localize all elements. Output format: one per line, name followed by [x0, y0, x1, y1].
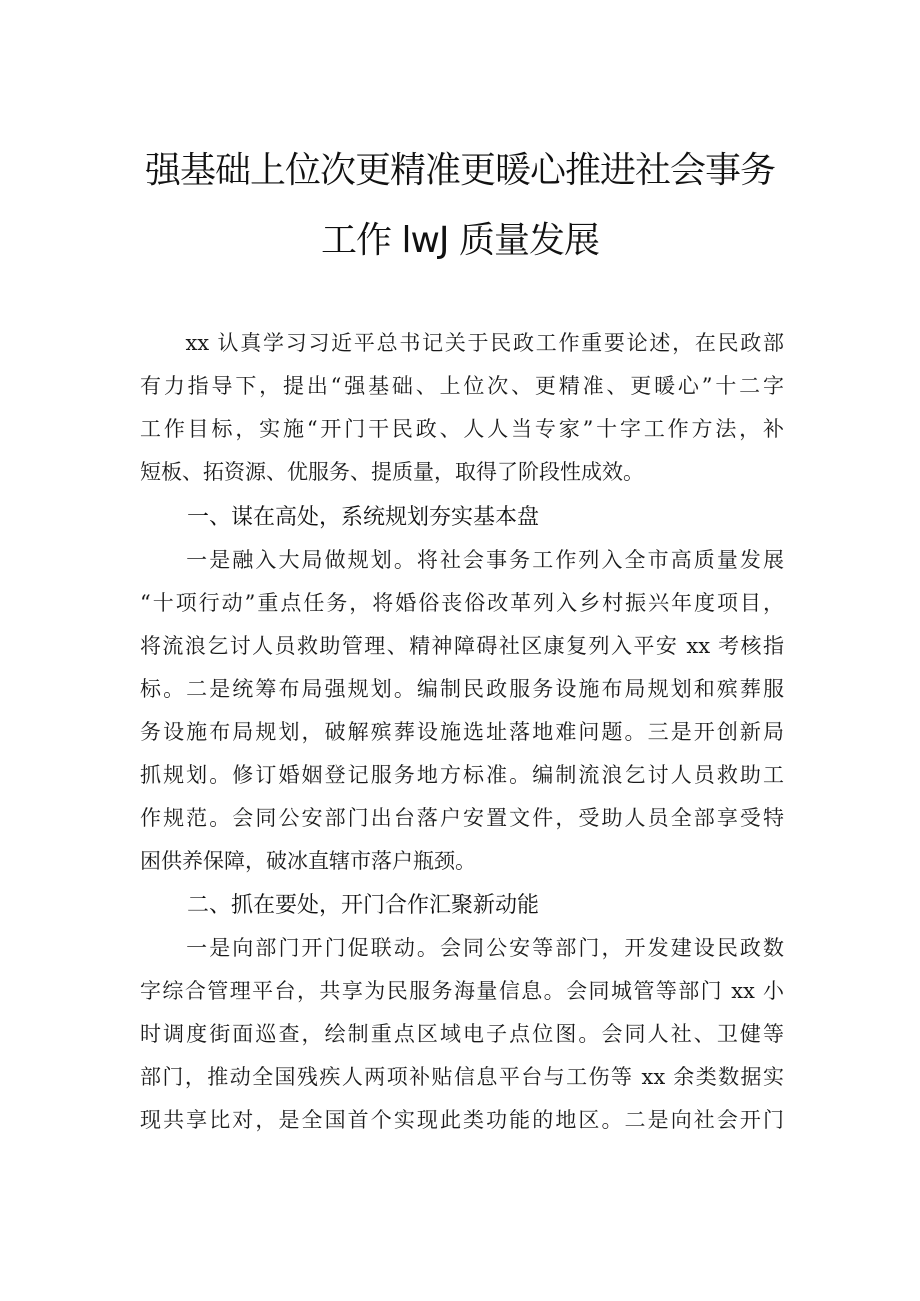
section-2-paragraph: [140, 927, 784, 1142]
section-1-paragraph: [140, 539, 784, 883]
text-line: 作规范。会同公安部门出台落户安置文件，受助人员全部享受特: [140, 806, 784, 830]
text-line: 标。二是统筹布局强规划。编制民政服务设施布局规划和殡葬服: [140, 677, 784, 701]
intro-paragraph: [140, 322, 784, 494]
text-line: 时调度街面巡查，绘制重点区域电子点位图。会同人社、卫健等: [140, 1022, 784, 1046]
text-line: 一是融入大局做规划。将社会事务工作列入全市高质量发展: [140, 548, 784, 572]
section-heading-2: 二、抓在要处，开门合作汇聚新动能: [187, 893, 540, 918]
document-title-line-2: 工作 lwJ 质量发展: [321, 220, 599, 261]
text-line: “十项行动”重点任务，将婚俗丧俗改革列入乡村振兴年度项目，: [140, 591, 784, 615]
text-line: 一是向部门开门促联动。会同公安等部门，开发建设民政数: [140, 936, 784, 960]
text-line: 将流浪乞讨人员救助管理、精神障碍社区康复列入平安 xx 考核指: [140, 634, 784, 658]
text-line: 困供养保障，破冰直辖市落户瓶颈。: [140, 849, 476, 873]
text-line: xx 认真学习习近平总书记关于民政工作重要论述，在民政部: [140, 331, 784, 355]
document-title-line-1: 强基础上位次更精准更暖心推进社会事务: [144, 150, 775, 191]
text-line: 部门，推动全国残疾人两项补贴信息平台与工伤等 xx 余类数据实: [140, 1065, 784, 1089]
text-line: 抓规划。修订婚姻登记服务地方标准。编制流浪乞讨人员救助工: [140, 763, 784, 787]
text-line: 工作目标，实施“开门干民政、人人当专家”十字工作方法，补: [140, 417, 784, 441]
text-line: 务设施布局规划，破解殡葬设施选址落地难问题。三是开创新局: [140, 720, 784, 744]
text-line: 短板、拓资源、优服务、提质量，取得了阶段性成效。: [140, 460, 644, 484]
text-line: 字综合管理平台，共享为民服务海量信息。会同城管等部门 xx 小: [140, 979, 784, 1003]
text-line: 现共享比对，是全国首个实现此类功能的地区。二是向社会开门: [140, 1108, 784, 1132]
text-line: 有力指导下，提出“强基础、上位次、更精准、更暖心”十二字: [140, 374, 784, 398]
section-heading-1: 一、谋在高处，系统规划夯实基本盘: [187, 505, 540, 530]
